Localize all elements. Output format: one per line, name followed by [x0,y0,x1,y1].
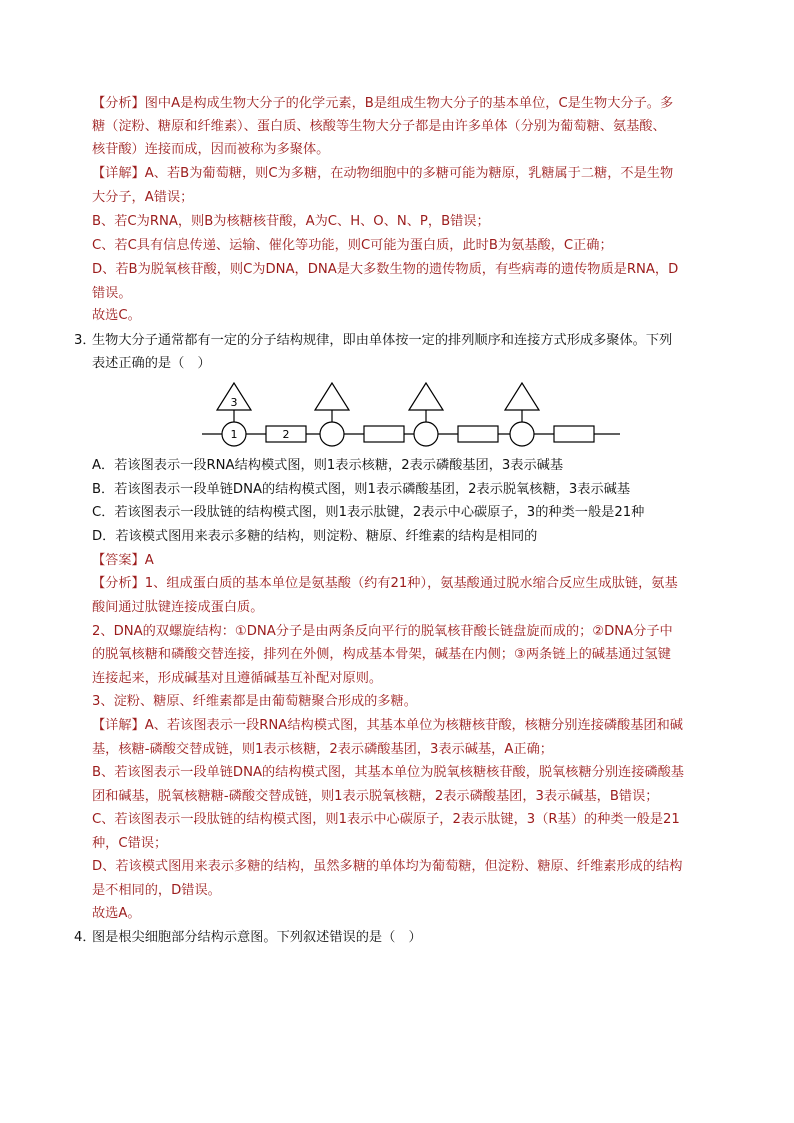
conclusion-line: 故选A。 [92,906,141,921]
analysis-line: 【分析】1、组成蛋白质的基本单位是氨基酸（约有21种），氨基酸通过脱水缩合反应生成肽链，氨基 [92,576,678,591]
answer-line: 【答案】A [92,553,154,568]
polymer-structure-diagram [196,378,626,450]
detail-line: 是不相同的，D错误。 [92,883,221,898]
sugar-circle [510,422,534,446]
question-3-stem: 表述正确的是（ ） [92,356,211,371]
detail-line: 错误。 [92,286,132,301]
option-d: D．若该模式图用来表示多糖的结构，则淀粉、糖原、纤维素的结构是相同的 [92,529,538,544]
detail-line: B、若该图表示一段单链DNA的结构模式图，其基本单位为脱氧核糖核苷酸，脱氧核糖分别连接磷酸基 [92,765,684,780]
analysis-line: 【分析】图中A是构成生物大分子的化学元素，B是组成生物大分子的基本单位，C是生物大分子。多 [92,96,674,111]
option-b: B．若该图表示一段单链DNA的结构模式图，则1表示磷酸基团，2表示脱氧核糖，3表示碱基 [92,482,631,497]
link-rect [554,426,594,442]
base-triangle [505,383,539,410]
sugar-circle [320,422,344,446]
detail-line: 【详解】A、若该图表示一段RNA结构模式图，其基本单位为核糖核苷酸，核糖分别连接磷酸基团和碱 [92,718,683,733]
detail-line: D、若该模式图用来表示多糖的结构，虽然多糖的单体均为葡萄糖，但淀粉、糖原、纤维素形成的结构 [92,859,683,874]
question-4-stem: 4． 图是根尖细胞部分结构示意图。下列叙述错误的是（ ） [74,930,422,945]
detail-line: B、若C为RNA，则B为核糖核苷酸，A为C、H、O、N、P，B错误； [92,214,490,229]
analysis-line: 核苷酸）连接而成，因而被称为多聚体。 [92,142,330,157]
sugar-circle [414,422,438,446]
detail-line: 基，核糖-磷酸交替成链，则1表示核糖，2表示磷酸基团，3表示碱基，A正确； [92,742,553,757]
analysis-line: 的脱氧核糖和磷酸交替连接，排列在外侧，构成基本骨架，碱基在内侧；③两条链上的碱基通过氢键 [92,647,671,662]
detail-line: D、若B为脱氧核苷酸，则C为DNA，DNA是大多数生物的遗传物质，有些病毒的遗传物质是RNA，D [92,262,679,277]
rect-label: 2 [282,428,290,441]
detail-line: 【详解】A、若B为葡萄糖，则C为多糖，在动物细胞中的多糖可能为糖原，乳糖属于二糖，不是生物 [92,166,674,181]
option-a: A．若该图表示一段RNA结构模式图，则1表示核糖，2表示磷酸基团，3表示碱基 [92,458,564,473]
triangle-label: 3 [230,396,238,409]
question-3-stem: 3． 生物大分子通常都有一定的分子结构规律，即由单体按一定的排列顺序和连接方式形成多聚体。下列 [74,333,673,348]
link-rect [458,426,498,442]
base-triangle [315,383,349,410]
analysis-line: 3、淀粉、糖原、纤维素都是由葡萄糖聚合形成的多糖。 [92,694,417,709]
analysis-line: 2、DNA的双螺旋结构：①DNA分子是由两条反向平行的脱氧核苷酸长链盘旋而成的；②DNA分子中 [92,624,673,639]
option-c: C．若该图表示一段肽链的结构模式图，则1表示肽键，2表示中心碳原子，3的种类一般是21种 [92,505,645,520]
analysis-line: 连接起来，形成碱基对且遵循碱基互补配对原则。 [92,671,383,686]
analysis-line: 酸间通过肽键连接成蛋白质。 [92,600,264,615]
analysis-line: 糖（淀粉、糖原和纤维素）、蛋白质、核酸等生物大分子都是由许多单体（分别为葡萄糖、氨基酸、 [92,119,666,134]
detail-line: C、若C具有信息传递、运输、催化等功能，则C可能为蛋白质，此时B为氨基酸，C正确； [92,238,613,253]
detail-line: 种，C错误； [92,836,168,851]
detail-line: 团和碱基，脱氧核糖糖-磷酸交替成链，则1表示脱氧核糖，2表示磷酸基团，3表示碱基，B错误； [92,789,659,804]
circle-label: 1 [230,428,238,441]
question-number: 3． [74,333,96,348]
base-triangle [409,383,443,410]
conclusion-line: 故选C。 [92,308,141,323]
link-rect [364,426,404,442]
question-number: 4． [74,930,96,945]
detail-line: C、若该图表示一段肽链的结构模式图，则1表示中心碳原子，2表示肽键，3（R基）的种类一般是21 [92,812,680,827]
detail-line: 大分子，A错误； [92,190,194,205]
